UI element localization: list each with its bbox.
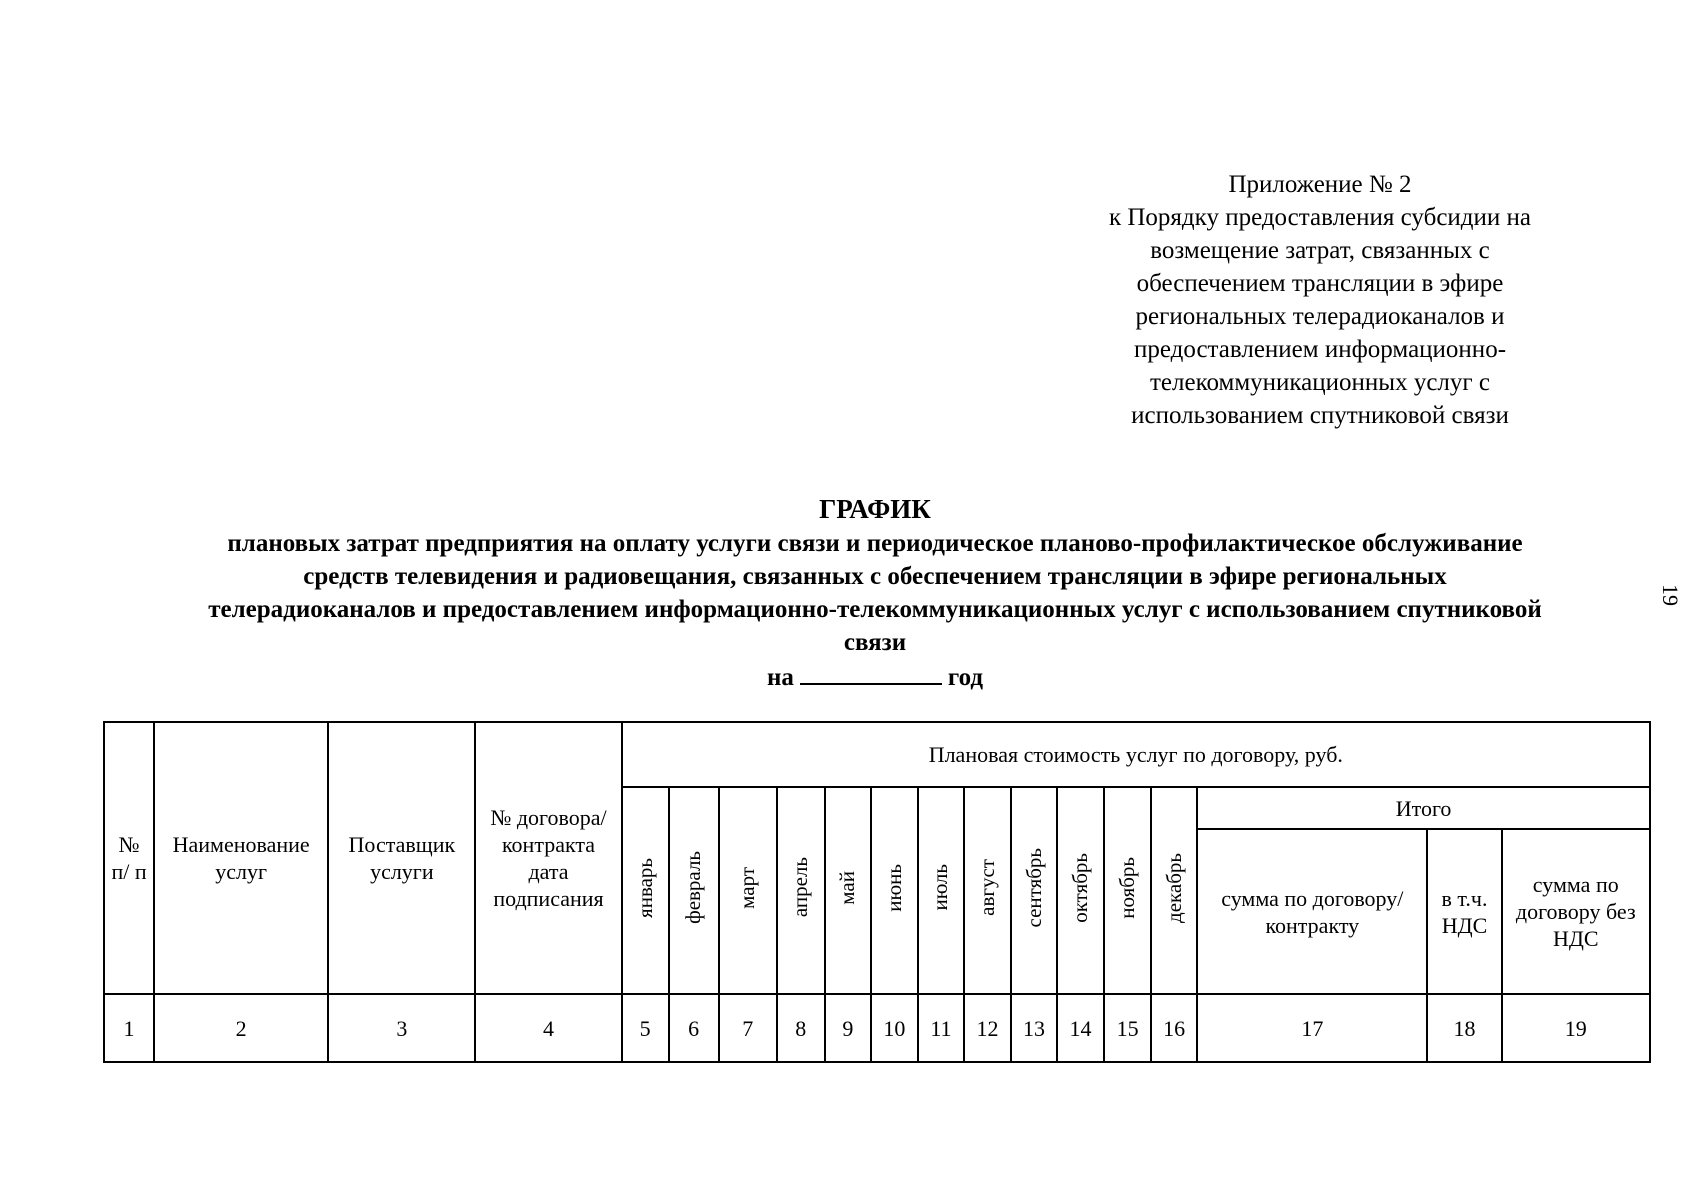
column-number: 2: [154, 994, 328, 1062]
header-month: [1151, 787, 1197, 994]
column-number: 6: [669, 994, 719, 1062]
column-number: 9: [825, 994, 871, 1062]
appendix-line: предоставлением информационно-: [1133, 336, 1507, 363]
month-label: октябрь: [1068, 852, 1093, 923]
column-number: 8: [777, 994, 825, 1062]
month-label: декабрь: [1161, 852, 1186, 923]
header-num: № п/ п: [104, 722, 154, 994]
month-label: июль: [928, 864, 953, 911]
column-number: 18: [1427, 994, 1501, 1062]
column-number: 15: [1104, 994, 1151, 1062]
header-contract: № договора/ контракта дата подписания: [475, 722, 621, 994]
page-number: 19: [1658, 584, 1683, 606]
subtitle-line: средств телевидения и радиовещания, связанных с обеспечением трансляции в эфире региональных: [303, 563, 1447, 590]
subtitle-line: связи: [843, 629, 907, 656]
month-label: март: [735, 866, 760, 909]
header-month: [719, 787, 777, 994]
header-month: [669, 787, 719, 994]
column-number: 1: [104, 994, 154, 1062]
header-supplier: Поставщик услуги: [328, 722, 475, 994]
subtitle-line: плановых затрат предприятия на оплату услуги связи и периодическое планово-профилактическое обслуживание: [227, 530, 1523, 557]
subtitle-line: телерадиоканалов и предоставлением информационно-телекоммуникационных услуг с использованием спутниковой: [208, 596, 1542, 623]
year-prefix: на: [766, 664, 794, 691]
header-total: Итого: [1197, 787, 1650, 829]
month-label: январь: [632, 857, 657, 918]
appendix-line: Приложение № 2: [1228, 171, 1412, 198]
appendix-line: обеспечением трансляции в эфире: [1136, 270, 1504, 297]
header-total-without-vat: сумма по договору без НДС: [1502, 829, 1650, 994]
column-number: 13: [1011, 994, 1057, 1062]
document-title-block: [95, 492, 1655, 694]
header-month: [964, 787, 1011, 994]
column-number: 3: [328, 994, 475, 1062]
month-label: февраль: [681, 851, 706, 924]
column-number: 4: [475, 994, 621, 1062]
month-label: август: [974, 859, 999, 916]
header-month: [622, 787, 669, 994]
header-total-vat: в т.ч. НДС: [1427, 829, 1501, 994]
month-label: ноябрь: [1115, 856, 1140, 919]
column-number: 17: [1197, 994, 1427, 1062]
column-number: 16: [1151, 994, 1197, 1062]
column-number: 10: [871, 994, 918, 1062]
appendix-line: возмещение затрат, связанных с: [1150, 237, 1490, 264]
appendix-note: [1050, 168, 1590, 432]
header-month: [825, 787, 871, 994]
appendix-line: к Порядку предоставления субсидии на: [1108, 204, 1531, 231]
column-number: 11: [918, 994, 964, 1062]
document-title: ГРАФИК: [819, 494, 931, 524]
column-number: 14: [1057, 994, 1104, 1062]
header-month: [1057, 787, 1104, 994]
appendix-line: использованием спутниковой связи: [1131, 402, 1509, 429]
appendix-line: телекоммуникационных услуг с: [1150, 369, 1490, 396]
month-label: сентябрь: [1021, 847, 1046, 928]
header-month: [871, 787, 918, 994]
header-month: [1104, 787, 1151, 994]
year-suffix: год: [947, 664, 984, 691]
column-number: 7: [719, 994, 777, 1062]
month-label: июнь: [881, 863, 906, 912]
year-line: [95, 659, 1655, 694]
header-month: [918, 787, 964, 994]
header-month: [777, 787, 825, 994]
column-number: 19: [1502, 994, 1650, 1062]
appendix-line: региональных телерадиоканалов и: [1135, 303, 1505, 330]
header-service-name: Наименование услуг: [154, 722, 328, 994]
column-number: 12: [964, 994, 1011, 1062]
header-month: [1011, 787, 1057, 994]
month-label: апрель: [788, 857, 813, 918]
month-label: май: [835, 870, 860, 905]
header-planned-cost: Плановая стоимость услуг по договору, руб.: [622, 722, 1650, 787]
header-total-sum: сумма по договору/контракту: [1197, 829, 1427, 994]
cost-schedule-table: [103, 721, 1651, 1063]
year-blank-field: [800, 659, 942, 685]
numbering-row: [104, 994, 1650, 1062]
column-number: 5: [622, 994, 669, 1062]
